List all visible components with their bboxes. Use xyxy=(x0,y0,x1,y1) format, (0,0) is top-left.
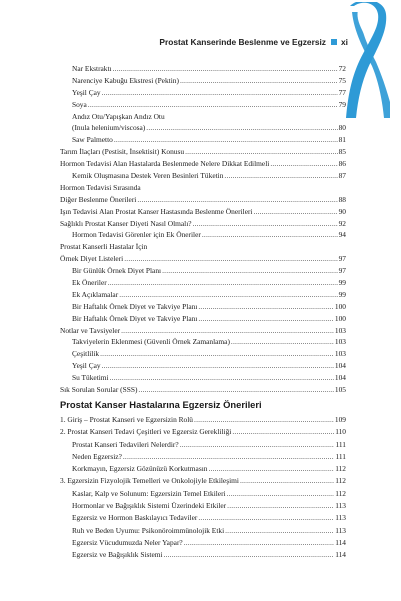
toc-entry-page: 114 xyxy=(335,537,346,547)
toc-entry xyxy=(60,348,346,360)
toc-entry xyxy=(60,63,346,75)
dot-leader xyxy=(198,301,334,313)
section-heading: Prostat Kanser Hastalarına Egzersiz Önerileri xyxy=(60,399,262,410)
dot-leader xyxy=(110,372,334,384)
toc-entry-page: 99 xyxy=(338,289,346,299)
toc-entry-page: 77 xyxy=(338,87,346,97)
toc-entry-title: Prostat Kanseri Tedavileri Nelerdir? xyxy=(72,439,179,449)
toc-entry-title: Takviyelerin Eklenmesi (Güvenli Örnek Zamanlama) xyxy=(72,337,230,347)
dot-leader xyxy=(146,122,337,134)
dot-leader xyxy=(121,325,334,337)
toc-entry-page: 105 xyxy=(334,385,346,395)
toc-entry-title: Ek Öneriler xyxy=(72,278,107,288)
toc-entry-title: 1. Giriş – Prostat Kanseri ve Egzersizin Rolü xyxy=(60,415,194,424)
dot-leader xyxy=(193,218,338,230)
toc-entry xyxy=(60,134,346,146)
toc-entry xyxy=(60,512,346,524)
dot-leader xyxy=(124,253,337,265)
toc-entry-title: Hormon Tedavisi Görenler için Ek Öneriler xyxy=(72,230,201,240)
toc-entry-title: Hormon Tedavisi Sırasında xyxy=(60,182,141,192)
toc-entry xyxy=(60,265,346,277)
toc-entry-page: 80 xyxy=(338,123,346,133)
dot-leader xyxy=(102,87,338,99)
toc-entry-page: 112 xyxy=(335,488,346,498)
toc-entry-page: 113 xyxy=(335,501,346,511)
toc-entry-title: Yeşil Çay xyxy=(72,361,101,371)
toc-entry xyxy=(60,229,346,241)
toc-entry xyxy=(60,170,346,182)
toc-entry-page: 103 xyxy=(334,325,346,335)
toc-entry-page: 86 xyxy=(338,159,346,169)
page-number: xi xyxy=(341,37,348,47)
toc-entry-page: 72 xyxy=(338,64,346,73)
toc-entry-title: Kemik Oluşmasına Destek Veren Besinleri Tüketin xyxy=(72,171,224,181)
dot-leader xyxy=(164,549,335,561)
exercise-section-contents xyxy=(60,414,346,562)
toc-entry xyxy=(60,313,346,325)
toc-entry xyxy=(60,463,346,475)
toc-entry-title: Andız Otu/Yapışkan Andız Otu xyxy=(72,111,165,121)
dot-leader xyxy=(180,75,338,87)
dot-leader xyxy=(253,206,337,218)
toc-entry-title: Örnek Diyet Listeleri xyxy=(60,254,124,264)
toc-entry-title: Egzersiz Vücudumuzda Neler Yapar? xyxy=(72,537,183,547)
toc-entry xyxy=(60,451,346,463)
toc-entry xyxy=(60,253,346,265)
toc-entry xyxy=(60,289,346,301)
toc-entry-title: Ruh ve Beden Uyumu: Psikonöroimmünolojik Etki xyxy=(72,525,225,535)
toc-entry xyxy=(60,414,346,426)
dot-leader xyxy=(88,99,338,111)
toc-entry-page: 111 xyxy=(335,451,346,461)
toc-entry-title: Neden Egzersiz? xyxy=(72,451,122,461)
dot-leader xyxy=(198,313,334,325)
dot-leader xyxy=(225,525,334,537)
toc-entry xyxy=(60,99,346,111)
toc-entry-page: 111 xyxy=(335,439,346,449)
toc-entry-page: 113 xyxy=(335,525,346,535)
toc-entry-title: Su Tüketimi xyxy=(72,373,109,383)
toc-entry-title: Sık Sorulan Sorular (SSS) xyxy=(60,385,138,395)
dot-leader xyxy=(113,63,338,75)
toc-entry-title: Işın Tedavisi Alan Prostat Kanser Hastasında Beslenme Önerileri xyxy=(60,206,253,216)
toc-entry xyxy=(60,146,346,158)
square-bullet-icon xyxy=(331,39,337,45)
dot-leader xyxy=(184,537,335,549)
toc-entry-title: Egzersiz ve Hormon Baskılayıcı Tedaviler xyxy=(72,513,198,523)
dot-leader xyxy=(270,158,337,170)
toc-entry-title: Bir Haftalık Örnek Diyet ve Takviye Planı xyxy=(72,313,198,323)
toc-entry-page: 112 xyxy=(335,476,346,486)
toc-entry-page: 109 xyxy=(334,415,346,424)
dot-leader xyxy=(119,289,337,301)
toc-entry-page: 97 xyxy=(338,266,346,276)
toc-entry-title: Kaslar, Kalp ve Solunum: Egzersizin Temel Etkileri xyxy=(72,488,226,498)
toc-entry-title: Hormonlar ve Bağışıklık Sistemi Üzerindeki Etkiler xyxy=(72,501,227,511)
toc-entry xyxy=(60,87,346,99)
toc-entry-title: Çeşitlilik xyxy=(72,349,100,359)
toc-entry xyxy=(60,206,346,218)
toc-entry-title: Diğer Beslenme Önerileri xyxy=(60,194,137,204)
toc-entry-page: 110 xyxy=(335,427,346,437)
dot-leader xyxy=(185,146,338,158)
dot-leader xyxy=(108,277,338,289)
dot-leader xyxy=(114,134,338,146)
toc-entry-page: 85 xyxy=(338,147,346,157)
toc-entry xyxy=(60,525,346,537)
toc-entry xyxy=(60,277,346,289)
toc-entry xyxy=(60,111,346,123)
toc-entry xyxy=(60,500,346,512)
dot-leader xyxy=(224,170,337,182)
toc-entry-title: Bir Haftalık Örnek Diyet ve Takviye Planı xyxy=(72,301,198,311)
dot-leader xyxy=(240,475,334,487)
toc-entry xyxy=(60,372,346,384)
dot-leader xyxy=(194,414,334,426)
toc-entry-title: Prostat Kanserli Hastalar İçin xyxy=(60,242,148,252)
toc-entry-title: Egzersiz ve Bağışıklık Sistemi xyxy=(72,550,163,560)
toc-entry-page: 103 xyxy=(334,337,346,347)
toc-entry-page: 100 xyxy=(334,301,346,311)
toc-entry-page: 114 xyxy=(335,550,346,560)
toc-entry-page: 97 xyxy=(338,254,346,264)
toc-entry xyxy=(60,182,346,194)
toc-entry-page: 103 xyxy=(334,349,346,359)
dot-leader xyxy=(180,439,335,451)
toc-entry-title: 2. Prostat Kanseri Tedavi Çeşitleri ve Egzersiz Gerekliliği xyxy=(60,427,232,437)
dot-leader xyxy=(208,463,334,475)
toc-entry-page: 94 xyxy=(338,230,346,240)
toc-entry-title: Tarım İlaçları (Pestisit, İnsektisit) Konusu xyxy=(60,147,185,157)
toc-entry xyxy=(60,488,346,500)
toc-entry-page: 75 xyxy=(338,75,346,85)
toc-entry-title: Saw Palmetto xyxy=(72,135,113,145)
toc-entry-title: 3. Egzersizin Fizyolojik Temelleri ve Onkolojiyle Etkileşimi xyxy=(60,476,239,486)
toc-entry-title: Narenciye Kabuğu Ekstresi (Pektin) xyxy=(72,75,179,85)
dot-leader xyxy=(198,512,334,524)
table-of-contents xyxy=(60,63,346,396)
dot-leader xyxy=(232,426,334,438)
toc-entry-page: 90 xyxy=(338,206,346,216)
toc-entry-page: 113 xyxy=(335,513,346,523)
toc-entry-title: Nar Ekstraktı xyxy=(72,64,112,73)
toc-entry xyxy=(60,241,346,253)
toc-entry-title: Ek Açıklamalar xyxy=(72,289,119,299)
toc-entry xyxy=(60,475,346,487)
toc-entry-page: 87 xyxy=(338,171,346,181)
toc-entry xyxy=(60,194,346,206)
toc-entry-title: Hormon Tedavisi Alan Hastalarda Beslenmede Nelere Dikkat Edilmeli xyxy=(60,159,270,169)
dot-leader xyxy=(202,229,338,241)
toc-entry xyxy=(60,325,346,337)
toc-entry xyxy=(60,360,346,372)
dot-leader xyxy=(123,451,335,463)
toc-entry-title: Notlar ve Tavsiyeler xyxy=(60,325,121,335)
toc-entry-page: 92 xyxy=(338,218,346,228)
dot-leader xyxy=(102,360,334,372)
running-header xyxy=(120,37,348,47)
toc-entry xyxy=(60,75,346,87)
toc-entry xyxy=(60,122,346,134)
dot-leader xyxy=(227,488,335,500)
dot-leader xyxy=(137,194,337,206)
toc-entry xyxy=(60,384,346,396)
toc-entry-title: Bir Günlük Örnek Diyet Planı xyxy=(72,266,162,276)
toc-entry xyxy=(60,439,346,451)
toc-entry-title: (Inula helenium/viscosa) xyxy=(72,123,146,133)
toc-entry-title: Soya xyxy=(72,99,87,109)
toc-entry-title: Korkmayın, Egzersiz Gözünüzü Korkutmasın xyxy=(72,464,208,474)
dot-leader xyxy=(231,336,334,348)
dot-leader xyxy=(100,348,334,360)
toc-entry xyxy=(60,158,346,170)
toc-entry-page: 81 xyxy=(338,135,346,145)
toc-entry-page: 100 xyxy=(334,313,346,323)
toc-entry-page: 104 xyxy=(334,373,346,383)
dot-leader xyxy=(138,384,334,396)
toc-entry-page: 99 xyxy=(338,278,346,288)
toc-entry xyxy=(60,549,346,561)
toc-entry-page: 112 xyxy=(335,464,346,474)
dot-leader xyxy=(227,500,334,512)
toc-entry-title: Yeşil Çay xyxy=(72,87,101,97)
toc-entry xyxy=(60,336,346,348)
toc-entry xyxy=(60,218,346,230)
awareness-ribbon-icon xyxy=(342,2,390,120)
toc-entry xyxy=(60,301,346,313)
toc-entry xyxy=(60,426,346,438)
header-title: Prostat Kanserinde Beslenme ve Egzersiz xyxy=(159,37,326,47)
toc-entry xyxy=(60,537,346,549)
toc-entry-page: 79 xyxy=(338,99,346,109)
toc-entry-page: 88 xyxy=(338,194,346,204)
dot-leader xyxy=(162,265,338,277)
toc-entry-page: 104 xyxy=(334,361,346,371)
toc-entry-title: Sağlıklı Prostat Kanser Diyeti Nasıl Olmalı? xyxy=(60,218,192,228)
